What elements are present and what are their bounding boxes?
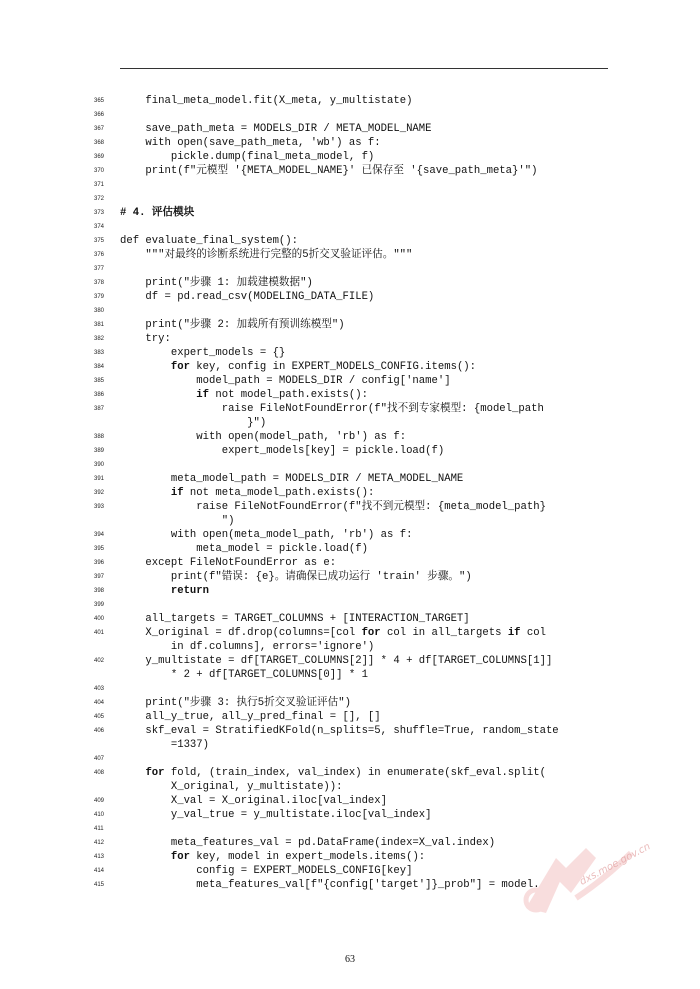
line-number: 403 [94,686,105,692]
line-number: 394 [94,532,105,538]
line-number: 395 [94,546,105,552]
line-text: * 2 + df[TARGET_COLUMNS[0]] * 1 [120,669,368,681]
line-text: meta_features_val[f"{config['target']}_prob"] = model. [120,879,540,891]
line-text: skf_eval = StratifiedKFold(n_splits=5, shuffle=True, random_state [120,725,559,737]
line-number: 374 [94,224,105,230]
line-number: 385 [94,378,105,384]
line-number: 373 [94,210,105,216]
line-number: 379 [94,294,105,300]
line-number: 383 [94,350,105,356]
line-text: return [170,585,210,597]
line-number: 388 [94,434,105,440]
line-number: 410 [94,812,105,818]
line-number: 399 [94,602,105,608]
line-text: # 4. 评估模块 [120,207,195,219]
line-number: 384 [94,364,105,370]
line-number: 411 [94,826,104,832]
line-text: with open(model_path, 'rb') as f: [120,431,407,443]
line-number: 367 [94,126,105,132]
line-text: for key, config in EXPERT_MODELS_CONFIG.items(): [170,361,477,373]
line-number: 409 [94,798,105,804]
line-number: 413 [94,854,105,860]
line-text: except FileNotFoundError as e: [120,557,337,569]
watermark-url: dxs.moe.gov.cn [578,841,653,888]
line-text: save_path_meta = MODELS_DIR / META_MODEL_NAME [120,123,432,135]
line-text: for fold, (train_index, val_index) in enumerate(skf_eval.split( [145,767,546,779]
line-text: all_targets = TARGET_COLUMNS + [INTERACTION_TARGET] [120,613,470,625]
line-text: model_path = MODELS_DIR / config['name'] [120,375,451,387]
line-text: ") [120,515,235,527]
line-text: raise FileNotFoundError(f"找不到专家模型: {model_path [120,403,544,415]
line-text: X_original, y_multistate)): [120,781,343,793]
line-text: with open(save_path_meta, 'wb') as f: [120,137,381,149]
line-text: if not meta_model_path.exists(): [170,487,375,499]
line-text: config = EXPERT_MODELS_CONFIG[key] [120,865,413,877]
line-text: def evaluate_final_system(): [120,235,299,247]
line-text: meta_model_path = MODELS_DIR / META_MODEL_NAME [120,473,464,485]
line-number: 380 [94,308,105,314]
line-number: 368 [94,140,105,146]
line-text: """对最终的诊断系统进行完整的5折交叉验证评估。""" [120,249,413,261]
line-number: 370 [94,168,105,174]
line-number: 397 [94,574,105,580]
line-number: 371 [94,182,105,188]
line-text: print("步骤 2: 加载所有预训练模型") [120,319,345,331]
line-number: 386 [94,392,105,398]
line-number: 382 [94,336,105,342]
line-text: try: [120,333,171,345]
line-text: meta_features_val = pd.DataFrame(index=X_val.index) [120,837,496,849]
line-text: if not model_path.exists(): [196,389,368,401]
line-text: print(f"元模型 '{META_MODEL_NAME}' 已保存至 '{save_path_meta}'") [120,165,538,177]
line-number: 405 [94,714,105,720]
line-number: 402 [94,658,105,664]
line-text: print(f"错误: {e}。请确保已成功运行 'train' 步骤。") [120,571,472,583]
line-text: }") [120,417,267,429]
line-text: expert_models[key] = pickle.load(f) [120,445,445,457]
line-number: 404 [94,700,105,706]
line-number: 415 [94,882,105,888]
line-number: 414 [94,868,105,874]
line-text: =1337) [120,739,210,751]
line-number: 408 [94,770,105,776]
line-text: y_multistate = df[TARGET_COLUMNS[2]] * 4 + df[TARGET_COLUMNS[1]] [120,655,553,667]
line-number: 381 [94,322,105,328]
line-text: with open(meta_model_path, 'rb') as f: [120,529,413,541]
line-text: y_val_true = y_multistate.iloc[val_index] [120,809,432,821]
line-text: X_original = df.drop(columns=[col for col in all_targets if col [120,627,546,639]
line-number: 376 [94,252,105,258]
line-number: 396 [94,560,105,566]
line-number: 392 [94,490,105,496]
line-number: 391 [94,476,105,482]
line-number: 401 [94,630,105,636]
line-text: expert_models = {} [120,347,286,359]
line-text: meta_model = pickle.load(f) [120,543,368,555]
line-number: 372 [94,196,105,202]
line-number: 389 [94,448,105,454]
line-number: 365 [94,98,105,104]
line-text: df = pd.read_csv(MODELING_DATA_FILE) [120,291,375,303]
line-text: print("步骤 3: 执行5折交叉验证评估") [120,697,351,709]
line-number: 398 [94,588,105,594]
line-text: in df.columns], errors='ignore') [120,641,375,653]
line-number: 375 [94,238,105,244]
line-number: 369 [94,154,105,160]
line-text: raise FileNotFoundError(f"找不到元模型: {meta_model_path} [120,501,546,513]
line-number: 393 [94,504,105,510]
line-number: 400 [94,616,105,622]
line-number: 407 [94,756,105,762]
line-number: 378 [94,280,105,286]
line-text: print("步骤 1: 加载建模数据") [120,277,313,289]
line-number: 406 [94,728,105,734]
line-number: 390 [94,462,105,468]
header-rule [120,68,608,69]
line-text: for key, model in expert_models.items(): [170,851,426,863]
watermark-logo-icon [516,838,636,918]
line-number: 387 [94,406,105,412]
page-number: 63 [345,954,355,965]
line-number: 377 [94,266,105,272]
line-text: all_y_true, all_y_pred_final = [], [] [120,711,381,723]
line-number: 412 [94,840,105,846]
line-text: pickle.dump(final_meta_model, f) [120,151,375,163]
line-text: final_meta_model.fit(X_meta, y_multistate) [120,95,413,107]
line-number: 366 [94,112,105,118]
line-text: X_val = X_original.iloc[val_index] [120,795,388,807]
